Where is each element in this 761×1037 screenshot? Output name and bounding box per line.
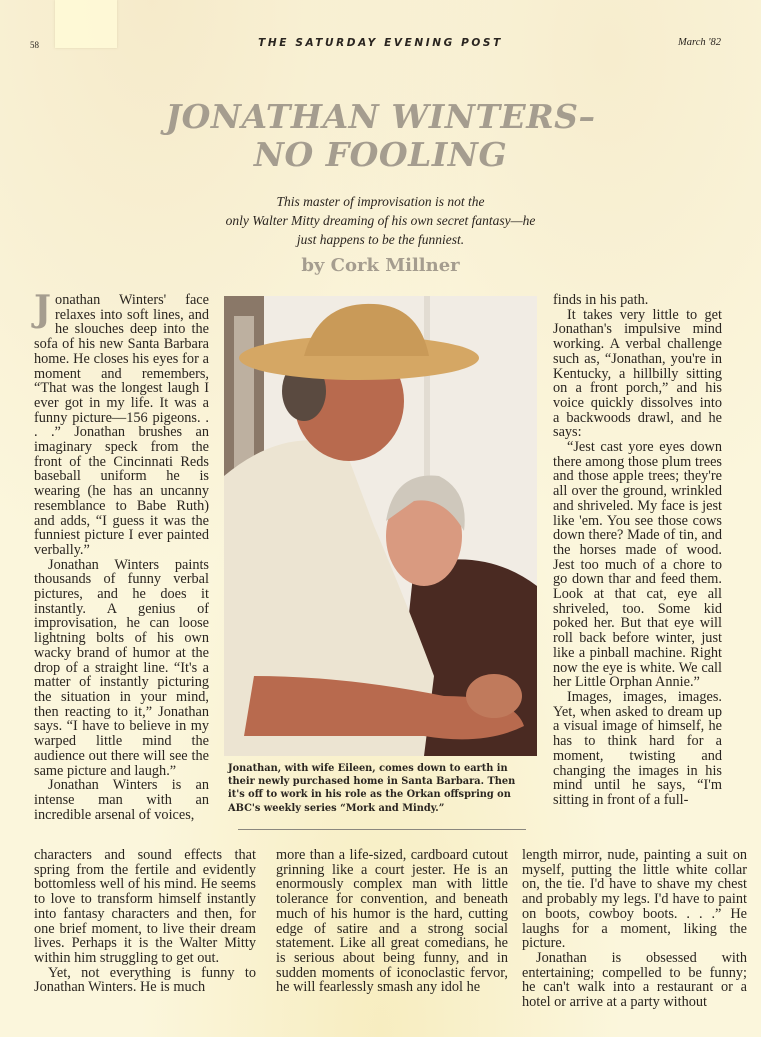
column-3 bbox=[553, 293, 722, 808]
issue-date: March '82 bbox=[678, 37, 721, 48]
paragraph: more than a life-sized, cardboard cutout grinning like a court jester. He is an enormously complex man with little tolerance for convention, and beneath much of his humor is the hard, cutting edge of satire and a strong social statement. Like all great comedians, he is serious about being funny, and in sudden moments of iconoclastic fervor, he will fearlessly smash any idol he bbox=[276, 847, 508, 996]
article-photo bbox=[224, 296, 537, 756]
column-2-bottom bbox=[276, 848, 508, 995]
paragraph: Jonathan Winters is an intense man with an incredible arsenal of voices, bbox=[34, 777, 209, 823]
column-1 bbox=[34, 288, 209, 823]
dek-line-2: only Walter Mitty dreaming of his own secret fantasy—he bbox=[225, 213, 536, 228]
photo-couple-embrace-icon bbox=[224, 296, 537, 756]
title-line-1: JONATHAN WINTERS– bbox=[165, 97, 596, 136]
paragraph-text: onathan Winters' face relaxes into soft lines, and he slouches deep into the sofa of his new Santa Barbara home. He closes his eyes for a moment and remembers, “That was the longest laugh I ever got in my life. It was a funny picture—156 pigeons. . . .” Jonathan brushes an imaginary speck from the front of the Cincinnati Reds baseball uniform he is wearing (he has an uncanny resemblance to Babe Ruth) and adds, “I guess it was the funniest picture I ever painted verbally.” bbox=[34, 292, 209, 558]
column-3-bottom bbox=[522, 848, 747, 1010]
dek-line-1: This master of improvisation is not the bbox=[276, 194, 485, 209]
dek-line-3: just happens to be the funniest. bbox=[296, 232, 465, 247]
paragraph: Jonathan Winters paints thousands of funny verbal pictures, and he does it instantly. A genius of improvisation, he can loose lightning bolts of his own wacky brand of humor at the drop of a straight line. “It's a matter of instantly picturing the situation in your mind, then reacting to it,” Jonathan says. “I have to believe in my warped little mind the audience out there will see the same picture and laugh.” bbox=[34, 556, 209, 779]
paragraph: It takes very little to get Jonathan's impulsive mind working. A verbal challenge such as, “Jonathan, you're in Kentucky, a hillbilly sitting on a front porch,” and his voice quickly dissolves into a backwoods drawl, and he says: bbox=[553, 306, 722, 441]
paragraph: Images, images, images. Yet, when asked to dream up a visual image of himself, he has to think hard for a moment, twisting and changing the images in his mind until he says, “I'm sitting in front of a full- bbox=[553, 688, 722, 808]
paragraph: Yet, not everything is funny to Jonathan Winters. He is much bbox=[34, 964, 256, 996]
paragraph: length mirror, nude, painting a suit on myself, putting the little white collar on, the tie. I'd have to shave my chest and probably my legs. I'd have to paint on boots, cowboy boots. . . .” He laughs for a moment, liking the picture. bbox=[522, 847, 747, 952]
paragraph: “Jest cast yore eyes down there among those plum trees and those apple trees; they're all over the ground, wrinkled and shriveled. My face is jest like 'em. You see those cows down there? Made of tin, and the horses made of wood. Jest too much of a chore to go down thar and feed them. Look at that cat, eye all shriveled, too. Some kid poked her. But that eye will roll back before winter, just like a pinball machine. Right now the eye is white. We call her Little Orphan Annie.” bbox=[553, 439, 722, 691]
paragraph: Jonathan is obsessed with entertaining; compelled to be funny; he can't walk into a restaurant or a hotel or arrive at a party without bbox=[522, 949, 747, 1011]
paragraph: characters and sound effects that spring from the fertile and evidently bottomless well of his mind. He seems to love to transform himself instantly into fantasy characters and then, for one brief moment, to live their dream lives. Perhaps it is the Walter Mitty within him struggling to get out. bbox=[34, 847, 256, 966]
drop-cap: J bbox=[34, 288, 52, 330]
article-title bbox=[0, 98, 761, 174]
caption-divider bbox=[238, 829, 526, 830]
article-dek bbox=[0, 192, 761, 249]
photo-caption: Jonathan, with wife Eileen, comes down to earth in their newly purchased home in Santa Barbara. Then it's off to work in his role as the Orkan offspring on ABC's weekly series “Mork and Mindy.” bbox=[228, 763, 516, 814]
column-1-bottom bbox=[34, 848, 256, 995]
publication-name: THE SATURDAY EVENING POST bbox=[258, 37, 503, 49]
page-number: 58 bbox=[30, 40, 39, 50]
page-header bbox=[0, 36, 761, 52]
byline: by Cork Millner bbox=[301, 255, 460, 276]
title-line-2: NO FOOLING bbox=[253, 135, 508, 174]
paragraph bbox=[34, 288, 209, 558]
paragraph: finds in his path. bbox=[553, 292, 649, 308]
